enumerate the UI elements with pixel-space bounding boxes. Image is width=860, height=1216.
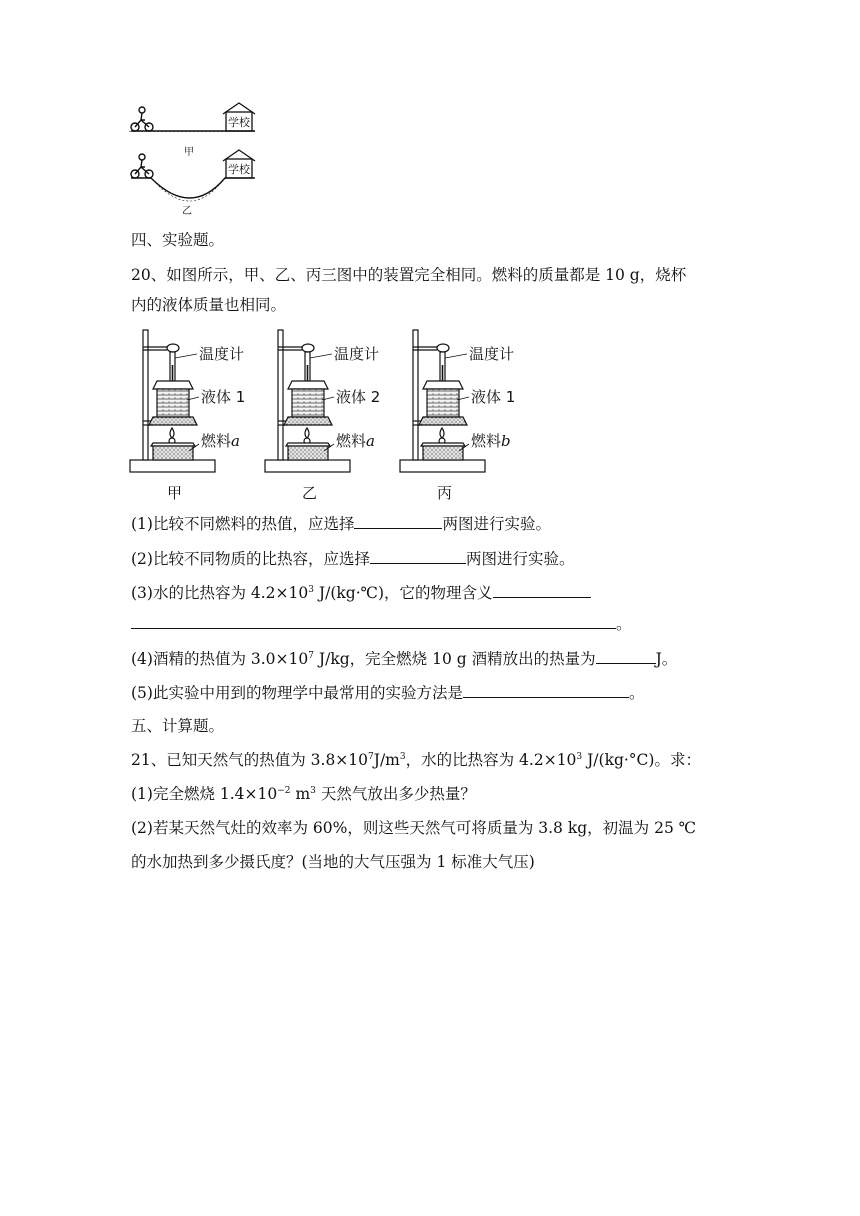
answer-blank[interactable] xyxy=(131,613,616,629)
q21-part2-line1: (2)若某天然气灶的效率为 60%，则这些天然气可将质量为 3.8 kg，初温为 25 ℃ xyxy=(131,819,697,837)
q21-part1-tail: 天然气放出多少热量？ xyxy=(315,785,476,803)
q21-part2-line2: 的水加热到多少摄氏度？(当地的大气压强为 1 标准大气压) xyxy=(131,853,535,871)
fuel-label: 燃料 xyxy=(201,432,232,450)
q20-part5 xyxy=(131,682,644,703)
thermometer-label: 温度计 xyxy=(334,345,380,363)
q20-part3 xyxy=(131,582,591,603)
q20-part4-mid: J/kg，完全燃烧 10 g 酒精放出的热量为 xyxy=(313,650,596,668)
q20-part2 xyxy=(131,548,574,569)
fuel-variable: b xyxy=(501,432,511,450)
apparatus-figure xyxy=(125,325,525,505)
exponent: 3 xyxy=(308,585,314,595)
thermometer-label: 温度计 xyxy=(199,345,245,363)
q20-part5-tail: 。 xyxy=(628,684,645,702)
liquid-label: 液体 2 xyxy=(336,388,381,406)
answer-blank[interactable] xyxy=(493,582,591,598)
q20-part4-text: (4)酒精的热值为 3.0×10 xyxy=(131,650,309,668)
q20-stem-line2: 内的液体质量也相同。 xyxy=(131,296,287,314)
section-5-heading: 五、计算题。 xyxy=(131,717,225,735)
exponent: 3 xyxy=(399,752,406,762)
fuel-variable: a xyxy=(231,432,240,450)
liquid-label: 液体 1 xyxy=(201,388,246,406)
answer-blank[interactable] xyxy=(370,548,466,564)
bicycle-icon xyxy=(131,154,153,178)
caption-bing: 丙 xyxy=(437,484,453,502)
q21-stem xyxy=(131,750,701,770)
q20-part3-mid: J/(kg·℃)，它的物理含义 xyxy=(313,584,493,602)
thermometer-label: 温度计 xyxy=(469,345,515,363)
q21-part1-text: (1)完全燃烧 1.4×10 xyxy=(131,785,278,803)
q20-part4-tail: J。 xyxy=(655,650,678,668)
q21-part1-unit: m xyxy=(290,785,311,803)
q20-part4 xyxy=(131,648,677,669)
q21-part1 xyxy=(131,784,476,804)
q20-stem-line1: 20、如图所示，甲、乙、丙三图中的装置完全相同。燃料的质量都是 10 g，烧杯 xyxy=(131,266,687,284)
q21-stem-text3: J/(kg·°C)。求： xyxy=(582,751,701,769)
road-figure xyxy=(125,100,265,220)
answer-blank[interactable] xyxy=(596,648,656,664)
caption-yi: 乙 xyxy=(302,484,318,502)
exponent: −2 xyxy=(277,786,291,796)
q21-stem-unit: J/m xyxy=(373,751,400,769)
apparatus-jia xyxy=(130,330,245,502)
section-4-heading: 四、实验题。 xyxy=(131,231,225,249)
school-label-bottom: 学校 xyxy=(228,163,250,176)
q20-part3-text: (3)水的比热容为 4.2×10 xyxy=(131,584,309,602)
fuel-label: 燃料 xyxy=(471,432,502,450)
q20-part3-cont xyxy=(131,613,632,634)
bicycle-icon xyxy=(131,107,153,131)
q20-part3-end: 。 xyxy=(616,615,632,633)
exponent: 3 xyxy=(310,786,316,796)
liquid-label: 液体 1 xyxy=(471,388,516,406)
q20-part2-tail: 两图进行实验。 xyxy=(465,550,575,568)
apparatus-bing xyxy=(400,330,515,502)
exponent: 7 xyxy=(368,752,374,762)
q20-part1 xyxy=(131,513,551,534)
caption-yi: 乙 xyxy=(182,206,192,217)
q20-part5-text: (5)此实验中用到的物理学中最常用的实验方法是 xyxy=(131,684,463,702)
q20-part1-tail: 两图进行实验。 xyxy=(442,515,551,533)
q20-part1-text: (1)比较不同燃料的热值，应选择 xyxy=(131,515,355,533)
caption-jia: 甲 xyxy=(184,147,194,158)
apparatus-yi xyxy=(265,330,380,502)
answer-blank[interactable] xyxy=(354,513,442,529)
exponent: 7 xyxy=(308,651,314,661)
exponent: 3 xyxy=(576,752,583,762)
q20-part2-text: (2)比较不同物质的比热容，应选择 xyxy=(131,550,370,568)
q21-stem-text2: ，水的比热容为 4.2×10 xyxy=(405,751,577,769)
caption-jia: 甲 xyxy=(167,484,183,502)
q21-stem-text: 21、已知天然气的热值为 3.8×10 xyxy=(131,751,369,769)
fuel-label: 燃料 xyxy=(336,432,367,450)
answer-blank[interactable] xyxy=(463,682,629,698)
school-label-top: 学校 xyxy=(228,116,250,129)
fuel-variable: a xyxy=(366,432,375,450)
